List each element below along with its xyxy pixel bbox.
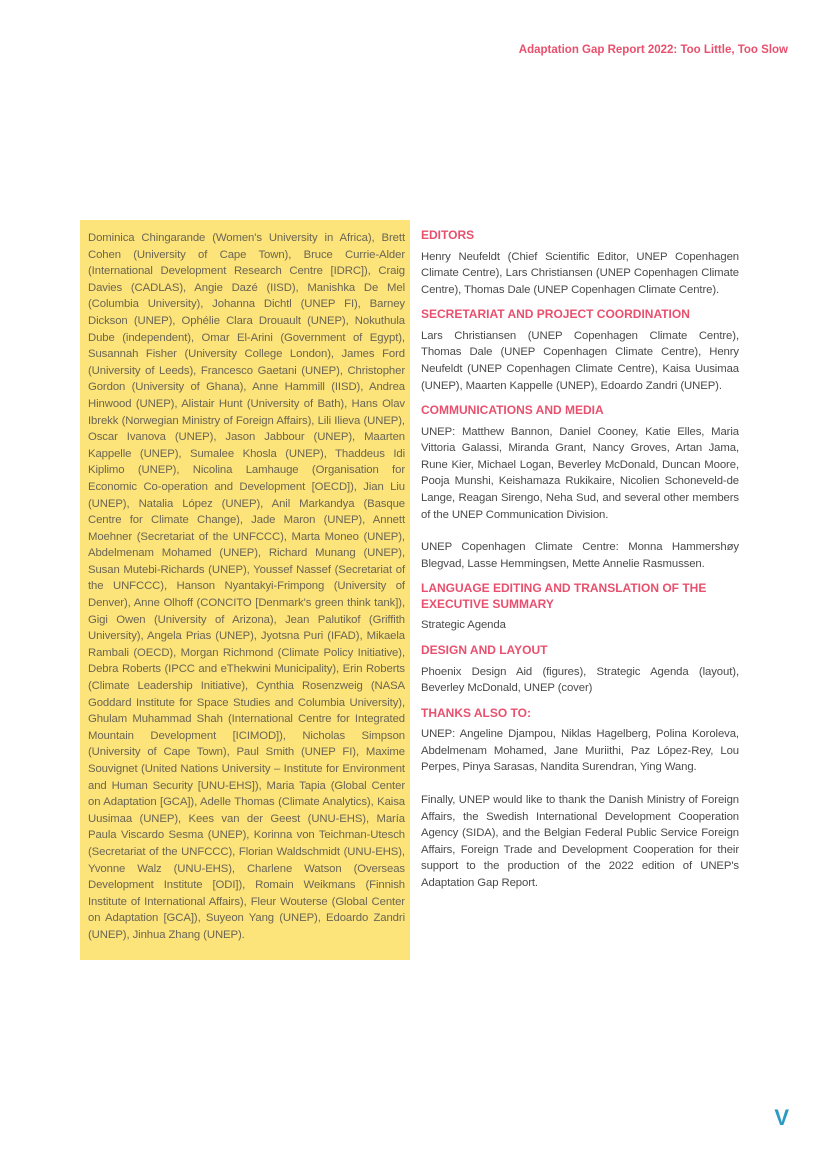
report-title: Adaptation Gap Report 2022: Too Little, Too Slow <box>518 44 788 56</box>
credits-column <box>421 228 739 901</box>
communications-section <box>421 403 739 572</box>
editors-heading: EDITORS <box>421 228 475 242</box>
page-number: V <box>774 1105 789 1130</box>
thanks-text-final: Finally, UNEP would like to thank the Danish Ministry of Foreign Affairs, the Swedish International Development Cooperation Agency (SIDA), and the Belgian Federal Public Service Foreign Affairs, Foreign Trade and Development Cooperation for their support to the production of the 2022 edition of UNEP's Adaptation Gap Report. <box>421 793 739 889</box>
thanks-text-unep: UNEP: Angeline Djampou, Niklas Hagelberg, Polina Koroleva, Abdelmenam Mohamed, Jane Muriithi, Paz López-Rey, Lou Perpes, Pinya Sarasas, Nandita Surendran, Ying Wang. <box>421 728 739 774</box>
language-heading: LANGUAGE EDITING AND TRANSLATION OF THE EXECUTIVE SUMMARY <box>421 581 707 611</box>
communications-text-unep: UNEP: Matthew Bannon, Daniel Cooney, Katie Elles, Maria Vittoria Galassi, Miranda Grant, Nancy Groves, Artan Jama, Rune Kier, Michael Logan, Beverley McDonald, Duncan Moore, Pooja Munshi, Keishamaza Rukikaire, Nicolien Schoneveld-de Lange, Reagan Sirengo, Neha Sud, and several other members of the UNEP Communication Division. <box>421 425 739 521</box>
contributors-list: Dominica Chingarande (Women's University in Africa), Brett Cohen (University of Cape Town), Bruce Currie-Alder (International Development Research Centre [IDRC]), Craig Davies (CADLAS), Angie Dazé (IISD), Manishka De Mel (Columbia University), Johanna Dichtl (UNEP FI), Barney Dickson (UNEP), Ophélie Clara Drouault (UNEP), Nokuthula Dube (independent), Omar El-Arini (Government of Egypt), Susannah Fisher (University College London), James Ford (University of Leeds), Francesco Gaetani (UNEP), Christopher Gordon (University of Ghana), Anne Hammill (IISD), Andrea Hinwood (UNEP), Alistair Hunt (University of Bath), Hans Olav Ibrekk (Norwegian Ministry of Foreign Affairs), Lili Ilieva (UNEP), Oscar Ivanova (UNEP), Jason Jabbour (UNEP), Maarten Kappelle (UNEP), Sumalee Khosla (UNEP), Thaddeus Idi Kiplimo (UNEP), Nicolina Lamhauge (Organisation for Economic Co-operation and Development [OECD]), Jian Liu (UNEP), Natalia López (UNEP), Anil Markandya (Basque Centre for Climate Change), Jade Maron (UNEP), Annett Moehner (Secretariat of the UNFCCC), Marta Moneo (UNEP), Abdelmenam Mohamed (UNEP), Richard Munang (UNEP), Susan Mutebi-Richards (UNEP), Youssef Nassef (Secretariat of the UNFCCC), Hanson Nyantakyi-Frimpong (University of Denver), Anne Olhoff (CONCITO [Denmark's green think tank]), Gigi Owen (University of Arizona), Jean Palutikof (Griffith University), Angela Prias (UNEP), Jyotsna Puri (IFAD), Mikaela Rambali (OECD), Morgan Richmond (Climate Policy Initiative), Debra Roberts (IPCC and eThekwini Municipality), Erin Roberts (Climate Leadership Initiative), Cynthia Rosenzweig (NASA Goddard Institute for Space Studies and Columbia University), Ghulam Muhammad Shah (International Centre for Integrated Mountain Development [ICIMOD]), Nicholas Simpson (University of Cape Town), Paul Smith (UNEP FI), Maxime Souvignet (United Nations University – Institute for Environment and Human Security [UNU-EHS]), Maria Tapia (Global Center on Adaptation [GCA]), Adelle Thomas (Climate Analytics), Kaisa Uusimaa (UNEP), Kees van der Geest (UNU-EHS), María Paula Viscardo Sesma (UNEP), Korinna von Teichman-Utesch (Secretariat of the UNFCCC), Florian Waldschmidt (UNU-EHS), Yvonne Walz (UNU-EHS), Charlene Watson (Overseas Development Institute [ODI]), Romain Weikmans (Finnish Institute of International Affairs), Fleur Wouterse (Global Center on Adaptation [GCA]), Suyeon Yang (UNEP), Edoardo Zandri (UNEP), Jinhua Zhang (UNEP). <box>88 232 405 941</box>
secretariat-section <box>421 307 739 394</box>
contributors-panel <box>80 220 410 960</box>
thanks-heading: THANKS ALSO TO: <box>421 705 531 720</box>
communications-text-ccc: UNEP Copenhagen Climate Centre: Monna Hammershøy Blegvad, Lasse Hemmingsen, Mette Annelie Rasmussen. <box>421 541 739 570</box>
design-heading: DESIGN AND LAYOUT <box>421 643 548 657</box>
secretariat-text: Lars Christiansen (UNEP Copenhagen Climate Centre), Thomas Dale (UNEP Copenhagen Climate Centre), Henry Neufeldt (UNEP Copenhagen Climate Centre), Kaisa Uusimaa (UNEP), Maarten Kappelle (UNEP), Edoardo Zandri (UNEP). <box>421 329 739 392</box>
design-text: Phoenix Design Aid (figures), Strategic Agenda (layout), Beverley McDonald, UNEP (cover) <box>421 665 739 695</box>
language-text: Strategic Agenda <box>421 619 506 632</box>
editors-text: Henry Neufeldt (Chief Scientific Editor, UNEP Copenhagen Climate Centre), Lars Christiansen (UNEP Copenhagen Climate Centre), Thomas Dale (UNEP Copenhagen Climate Centre). <box>421 250 739 296</box>
secretariat-heading: SECRETARIAT AND PROJECT COORDINATION <box>421 307 690 322</box>
language-section <box>421 581 739 634</box>
communications-heading: COMMUNICATIONS AND MEDIA <box>421 403 604 418</box>
editors-section <box>421 228 739 298</box>
design-section <box>421 643 739 697</box>
thanks-section <box>421 706 739 892</box>
